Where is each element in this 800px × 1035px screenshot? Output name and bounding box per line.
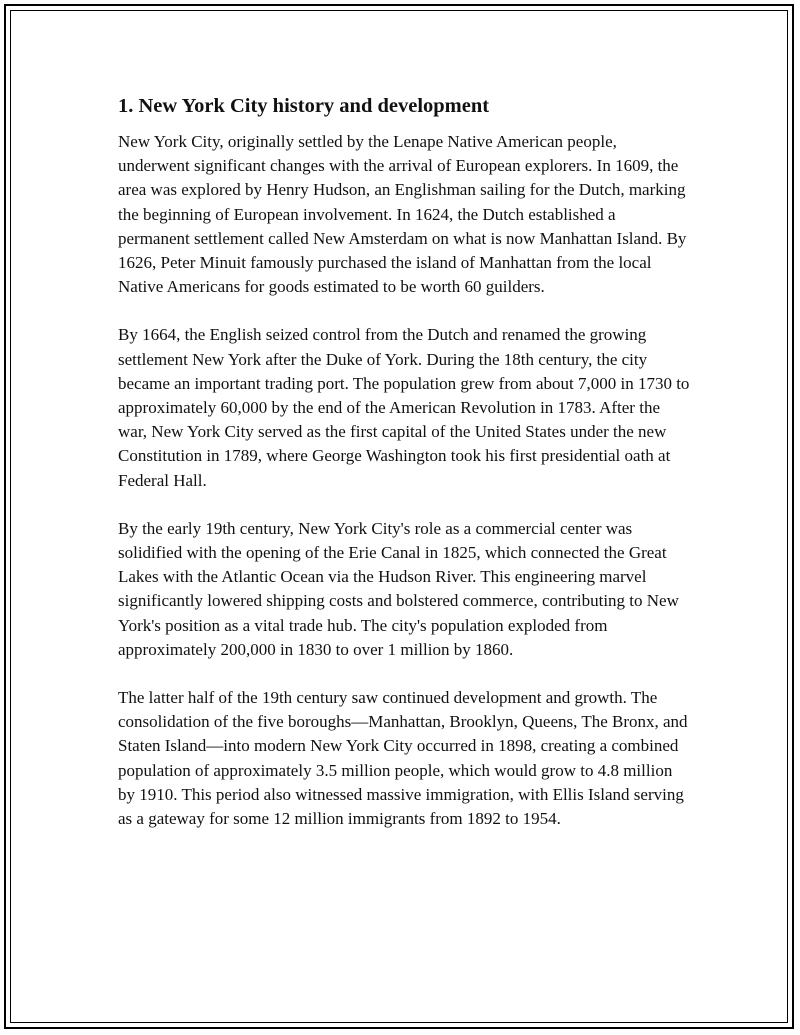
paragraph: By the early 19th century, New York City's role as a commercial center was solidified with the opening of the Erie Canal in 1825, which connected the Great Lakes with the Atlantic Ocean via the Hudson River. This engineering marvel significantly lowered shipping costs and bolstered commerce, contributing to New York's position as a vital trade hub. The city's population exploded from approximately 200,000 in 1830 to over 1 million by 1860. <box>118 518 679 659</box>
paragraph: New York City, originally settled by the Lenape Native American people, underwent significant changes with the arrival of European explorers. In 1609, the area was explored by Henry Hudson, an Englishman sailing for the Dutch, marking the beginning of European involvement. In 1624, the Dutch established a permanent settlement called New Amsterdam on what is now Manhattan Island. By 1626, Peter Minuit famously purchased the island of Manhattan from the local Native Americans for goods estimated to be worth 60 guilders. <box>118 132 687 297</box>
document-body <box>118 93 690 855</box>
paragraph: The latter half of the 19th century saw continued development and growth. The consolidation of the five boroughs—Manhattan, Brooklyn, Queens, The Bronx, and Staten Island—into modern New York City occurred in 1898, creating a combined population of approximately 3.5 million people, which would grow to 4.8 million by 1910. This period also witnessed massive immigration, with Ellis Island serving as a gateway for some 12 million immigrants from 1892 to 1954. <box>118 688 688 829</box>
section-heading: 1. New York City history and development <box>118 95 490 117</box>
paragraph: By 1664, the English seized control from the Dutch and renamed the growing settlement New York after the Duke of York. During the 18th century, the city became an important trading port. The population grew from about 7,000 in 1730 to approximately 60,000 by the end of the American Revolution in 1783. After the war, New York City served as the first capital of the United States under the new Constitution in 1789, where George Washington took his first presidential oath at Federal Hall. <box>118 325 690 490</box>
